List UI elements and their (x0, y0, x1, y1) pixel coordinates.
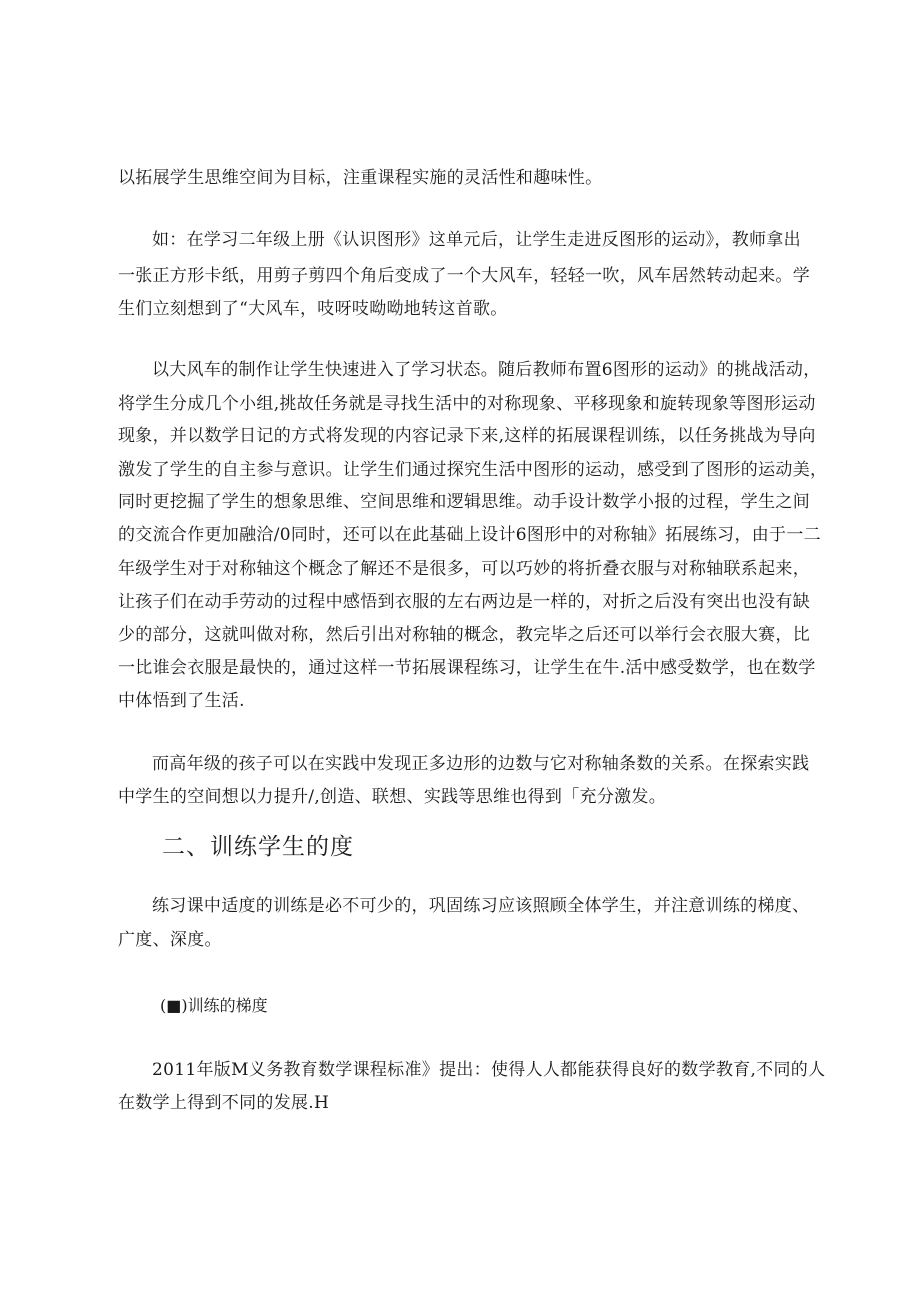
subsection-heading: (■)训练的梯度 (160, 996, 268, 1015)
paragraph-line: 同时更挖掘了学生的想象思维、空间思维和逻辑思维。动手设计数学小报的过程，学生之间 (118, 492, 810, 512)
paragraph-line: 将学生分成几个小组,挑故任务就是寻找生活中的对称现象、平移现象和旋转现象等图形运动 (118, 394, 816, 414)
paragraph-line: 的交流合作更加融洽/0同时，还可以在此基础上设计6图形中的对称轴》拓展练习，由于一二 (118, 525, 821, 545)
paragraph-line: 在数学上得到不同的发展.H (118, 1093, 330, 1113)
paragraph-line: 2011年版M义务教育数学课程标准》提出：使得人人都能获得良好的数学教育,不同的人 (152, 1060, 826, 1080)
paragraph-line: 广度、深度。 (118, 930, 222, 950)
paragraph-line: 年级学生对于对称轴这个概念了解还不是很多，可以巧妙的将折叠衣服与对称轴联系起来， (118, 559, 810, 579)
paragraph-line: 一比谁会衣服是最快的，通过这样一节拓展课程练习，让学生在牛.活中感受数学，也在数学 (118, 658, 816, 678)
paragraph-line: 现象，并以数学日记的方式将发现的内容记录下来,这样的拓展课程训练，以任务挑战为导向 (118, 426, 816, 446)
paragraph-line: 一张正方形卡纸，用剪子剪四个角后变成了一个大风车，轻轻一吹，风车居然转动起来。学 (118, 266, 810, 286)
paragraph-line: 少的部分，这就叫做对称，然后引出对称轴的概念，教完毕之后还可以举行会衣服大赛，比 (118, 625, 810, 645)
paragraph-line: 中学生的空间想以力提升/,创造、联想、实践等思维也得到「充分激发。 (118, 787, 667, 807)
paragraph-line: 练习课中适度的训练是必不可少的，巩固练习应该照顾全体学生，并注意训练的梯度、 (152, 896, 810, 916)
paragraph-line: 中体悟到了生活. (118, 691, 245, 711)
paragraph-line: 让孩子们在动手劳动的过程中感悟到衣服的左右两边是一样的，对折之后没有突出也没有缺 (118, 592, 810, 612)
section-heading: 二、训练学生的度 (162, 834, 354, 860)
paragraph-line: 以拓展学生思维空间为目标，注重课程实施的灵活性和趣味性。 (118, 168, 603, 188)
paragraph-line: 而高年级的孩子可以在实践中发现正多边形的边数与它对称轴条数的关系。在探索实践 (152, 754, 810, 774)
paragraph-line: 如：在学习二年级上册《认识图形》这单元后，让学生走进反图形的运动》，教师拿出 (152, 230, 801, 250)
paragraph-line: 生们立刻想到了“大风车，吱呀吱呦呦地转这首歌。 (118, 299, 508, 319)
paragraph-line: 以大风车的制作让学生快速进入了学习状态。随后教师布置6图形的运动》的挑战活动， (152, 360, 821, 380)
paragraph-line: 激发了学生的自主参与意识。让学生们通过探究生活中图形的运动，感受到了图形的运动美， (118, 460, 828, 480)
